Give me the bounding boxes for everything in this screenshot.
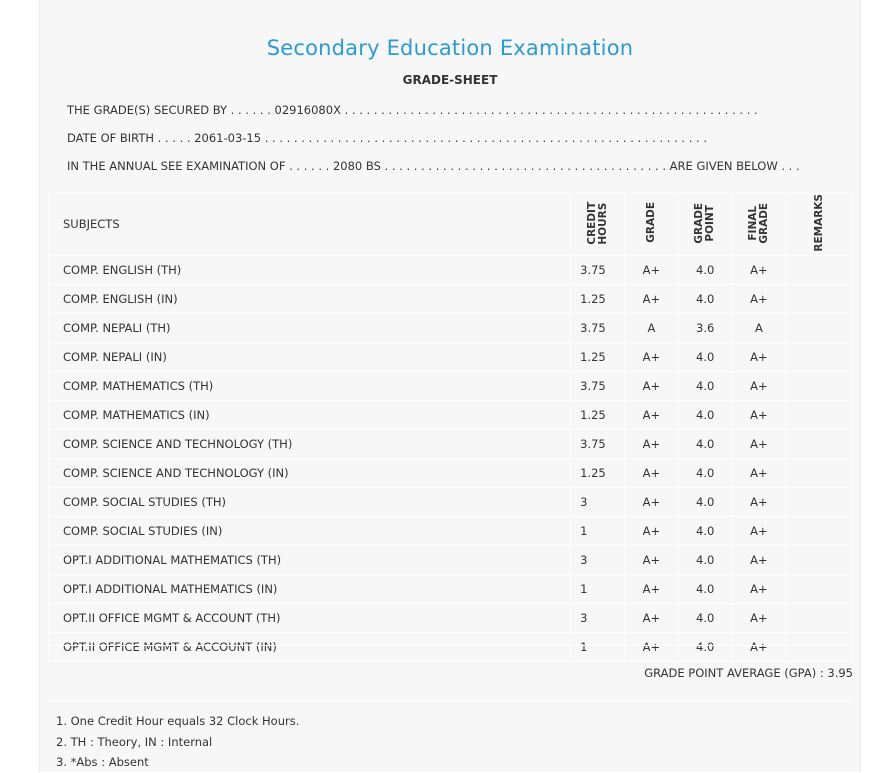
subject-cell: COMP. ENGLISH (IN) [49,284,571,313]
grade-cell: A+ [625,574,679,603]
grade-point-cell: 4.0 [678,603,732,632]
subject-cell: COMP. MATHEMATICS (TH) [49,371,571,400]
grade-cell: A+ [625,487,679,516]
credit-hours-cell: 1 [571,516,625,545]
table-header-row [49,194,853,256]
final-grade-header-cell [732,194,786,256]
credit-hours-cell: 1.25 [571,458,625,487]
final-grade-cell: A+ [732,632,786,661]
grade-header-cell [625,194,679,256]
grade-cell: A+ [625,400,679,429]
footnote-item: 1. One Credit Hour equals 32 Clock Hours. [56,714,300,728]
credit-hours-cell: 1.25 [571,342,625,371]
grade-cell: A+ [625,342,679,371]
final-grade-cell: A+ [732,429,786,458]
grade-point-cell: 4.0 [678,342,732,371]
table-row [49,400,853,429]
credit-hours-cell: 3.75 [571,313,625,342]
table-row [49,371,853,400]
subject-cell: COMP. ENGLISH (TH) [49,255,571,284]
grade-point-cell: 4.0 [678,458,732,487]
subject-cell: COMP. NEPALI (IN) [49,342,571,371]
final-grade-cell: A+ [732,574,786,603]
grade-cell: A+ [625,371,679,400]
subject-cell: COMP. MATHEMATICS (IN) [49,400,571,429]
final-grade-cell: A+ [732,458,786,487]
grade-point-cell: 4.0 [678,516,732,545]
remarks-cell [786,458,853,487]
grade-point-cell: 3.6 [678,313,732,342]
subject-cell: OPT.I ADDITIONAL MATHEMATICS (TH) [49,545,571,574]
subject-cell: OPT.II OFFICE MGMT & ACCOUNT (TH) [49,603,571,632]
final-grade-cell: A+ [732,284,786,313]
remarks-header: REMARKS [812,194,825,252]
grade-cell: A+ [625,545,679,574]
remarks-cell [786,487,853,516]
footnotes [56,711,299,773]
credit-hours-cell: 3.75 [571,371,625,400]
remarks-cell [786,603,853,632]
credit-hours-cell: 3 [571,487,625,516]
grade-point-cell: 4.0 [678,487,732,516]
remarks-cell [786,342,853,371]
grade-cell: A+ [625,284,679,313]
subject-cell: OPT.I ADDITIONAL MATHEMATICS (IN) [49,574,571,603]
subject-cell: COMP. SOCIAL STUDIES (TH) [49,487,571,516]
grade-cell: A+ [625,429,679,458]
remarks-cell [786,574,853,603]
grade-point-cell: 4.0 [678,632,732,661]
remarks-cell [786,284,853,313]
remarks-cell [786,545,853,574]
subject-cell: COMP. SOCIAL STUDIES (IN) [49,516,571,545]
student-symbol-line: THE GRADE(S) SECURED BY . . . . . . 02916080X . . . . . . . . . . . . . . . . . . . . . . . . . . . . . . . . . . . . . . . . . . . . . . . . . . . . . . . . . [67,103,758,117]
subject-cell: OPT.II OFFICE MGMT & ACCOUNT (IN) [49,632,571,661]
grade-point-cell: 4.0 [678,284,732,313]
grade-point-cell: 4.0 [678,545,732,574]
remarks-cell [786,429,853,458]
final-grade-cell: A+ [732,516,786,545]
remarks-header-cell [786,194,853,256]
final-grade-cell: A [732,313,786,342]
grade-header: GRADE [644,202,657,244]
grade-point-cell: 4.0 [678,429,732,458]
final-grade-cell: A+ [732,545,786,574]
grade-point-cell: 4.0 [678,255,732,284]
subject-cell: COMP. NEPALI (TH) [49,313,571,342]
grade-point-cell: 4.0 [678,400,732,429]
grade-sheet [39,0,861,772]
credit-hours-cell: 3 [571,603,625,632]
credit-hours-cell: 3.75 [571,429,625,458]
final-grade-header: FINAL GRADE [746,202,770,244]
table-row [49,284,853,313]
gpa-row [48,645,853,702]
table-row [49,574,853,603]
grade-cell: A+ [625,255,679,284]
credit-hours-header-cell [571,194,625,256]
final-grade-cell: A+ [732,371,786,400]
remarks-cell [786,371,853,400]
table-row [49,255,853,284]
remarks-cell [786,255,853,284]
grade-point-header: GRADE POINT [693,202,717,244]
grade-cell: A+ [625,458,679,487]
table-row [49,487,853,516]
grade-cell: A+ [625,603,679,632]
grade-point-header-cell [678,194,732,256]
grade-cell: A+ [625,632,679,661]
grade-cell: A+ [625,516,679,545]
subjects-header: SUBJECTS [49,194,571,256]
credit-hours-cell: 1.25 [571,400,625,429]
table-row [49,342,853,371]
remarks-cell [786,400,853,429]
table-body [49,255,853,661]
remarks-cell [786,313,853,342]
final-grade-cell: A+ [732,255,786,284]
table-row [49,313,853,342]
exam-year-line: IN THE ANNUAL SEE EXAMINATION OF . . . . . . 2080 BS . . . . . . . . . . . . . . . . . . . . . . . . . . . . . . . . . . . . . . . ARE GIVEN BELOW . . . [67,159,800,173]
gpa-value: GRADE POINT AVERAGE (GPA) : 3.95 [644,666,853,680]
grades-table [48,193,853,662]
credit-hours-header: CREDIT HOURS [585,201,609,245]
footnote-item: 3. *Abs : Absent [56,755,149,769]
credit-hours-cell: 3.75 [571,255,625,284]
final-grade-cell: A+ [732,342,786,371]
credit-hours-cell: 1 [571,574,625,603]
grade-point-cell: 4.0 [678,574,732,603]
subject-cell: COMP. SCIENCE AND TECHNOLOGY (TH) [49,429,571,458]
date-of-birth-line: DATE OF BIRTH . . . . . 2061-03-15 . . . . . . . . . . . . . . . . . . . . . . . . . . . . . . . . . . . . . . . . . . . . . . . . . . . . . . . . . . . . . [67,131,708,145]
table-row [49,603,853,632]
grade-cell: A [625,313,679,342]
footnote-item: 2. TH : Theory, IN : Internal [56,734,213,749]
table-row [49,545,853,574]
final-grade-cell: A+ [732,400,786,429]
table-row [49,516,853,545]
credit-hours-cell: 3 [571,545,625,574]
page-subtitle: GRADE-SHEET [402,73,498,87]
credit-hours-cell: 1 [571,632,625,661]
grade-point-cell: 4.0 [678,371,732,400]
subject-cell: COMP. SCIENCE AND TECHNOLOGY (IN) [49,458,571,487]
table-row [49,429,853,458]
remarks-cell [786,516,853,545]
table-row [49,458,853,487]
final-grade-cell: A+ [732,603,786,632]
page-title: Secondary Education Examination [266,36,634,60]
credit-hours-cell: 1.25 [571,284,625,313]
final-grade-cell: A+ [732,487,786,516]
